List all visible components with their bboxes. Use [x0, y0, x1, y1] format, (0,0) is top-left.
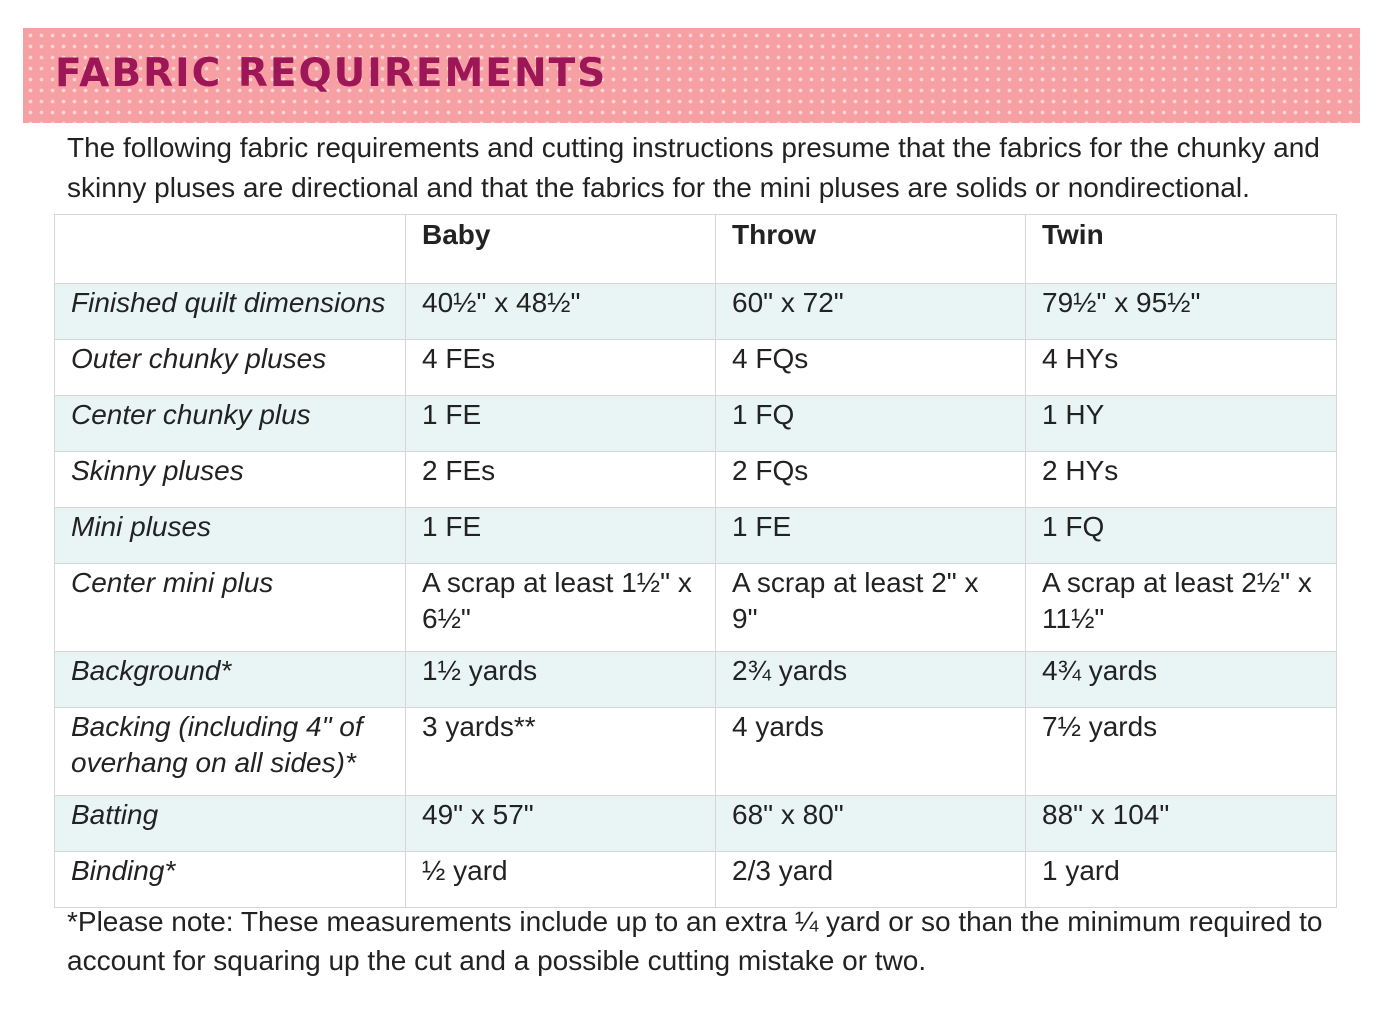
twin-value: 79½" x 95½" [1026, 284, 1337, 340]
row-label: Backing (including 4" of overhang on all sides)* [55, 708, 406, 796]
row-label: Center mini plus [55, 564, 406, 652]
baby-value: 40½" x 48½" [406, 284, 716, 340]
row-label: Batting [55, 796, 406, 852]
footnote: *Please note: These measurements include up to an extra ¼ yard or so than the minimum required to account for squaring up the cut and a possible cutting mistake or two. [67, 906, 1323, 976]
table-row [55, 508, 1337, 564]
header-cell-baby: Baby [406, 215, 716, 284]
baby-value: 49" x 57" [406, 796, 716, 852]
header-cell-twin: Twin [1026, 215, 1337, 284]
table-row [55, 652, 1337, 708]
header-row [55, 215, 1337, 284]
twin-value: 1 HY [1026, 396, 1337, 452]
row-label: Outer chunky pluses [55, 340, 406, 396]
twin-value: 1 FQ [1026, 508, 1337, 564]
fabric-requirements-table [54, 214, 1337, 908]
throw-value: 4 yards [716, 708, 1026, 796]
throw-value: 2 FQs [716, 452, 1026, 508]
twin-value: 88" x 104" [1026, 796, 1337, 852]
table-row [55, 396, 1337, 452]
twin-value: 1 yard [1026, 852, 1337, 908]
baby-value: 1 FE [406, 396, 716, 452]
baby-value: 1 FE [406, 508, 716, 564]
row-label: Mini pluses [55, 508, 406, 564]
table-row [55, 796, 1337, 852]
table-row [55, 340, 1337, 396]
throw-value: 2¾ yards [716, 652, 1026, 708]
intro-paragraph: The following fabric requirements and cutting instructions presume that the fabrics for the chunky and skinny pluses are directional and that the fabrics for the mini pluses are solids or nondirectional. [67, 132, 1320, 203]
twin-value: A scrap at least 2½" x 11½" [1026, 564, 1337, 652]
baby-value: 2 FEs [406, 452, 716, 508]
twin-value: 4¾ yards [1026, 652, 1337, 708]
throw-value: 1 FE [716, 508, 1026, 564]
twin-value: 4 HYs [1026, 340, 1337, 396]
table-row [55, 852, 1337, 908]
row-label: Finished quilt dimensions [55, 284, 406, 340]
baby-value: 4 FEs [406, 340, 716, 396]
baby-value: A scrap at least 1½" x 6½" [406, 564, 716, 652]
twin-value: 7½ yards [1026, 708, 1337, 796]
throw-value: 1 FQ [716, 396, 1026, 452]
row-label: Skinny pluses [55, 452, 406, 508]
header-cell-throw: Throw [716, 215, 1026, 284]
baby-value: 1½ yards [406, 652, 716, 708]
throw-value: 60" x 72" [716, 284, 1026, 340]
row-label: Center chunky plus [55, 396, 406, 452]
baby-value: ½ yard [406, 852, 716, 908]
section-title: FABRIC REQUIREMENTS [55, 51, 608, 96]
throw-value: 4 FQs [716, 340, 1026, 396]
section-banner [23, 28, 1360, 123]
throw-value: 68" x 80" [716, 796, 1026, 852]
table-row [55, 452, 1337, 508]
throw-value: A scrap at least 2" x 9" [716, 564, 1026, 652]
twin-value: 2 HYs [1026, 452, 1337, 508]
row-label: Binding* [55, 852, 406, 908]
table-row [55, 708, 1337, 796]
throw-value: 2/3 yard [716, 852, 1026, 908]
row-label: Background* [55, 652, 406, 708]
header-cell-empty [55, 215, 406, 284]
table-row [55, 284, 1337, 340]
table-row [55, 564, 1337, 652]
baby-value: 3 yards** [406, 708, 716, 796]
